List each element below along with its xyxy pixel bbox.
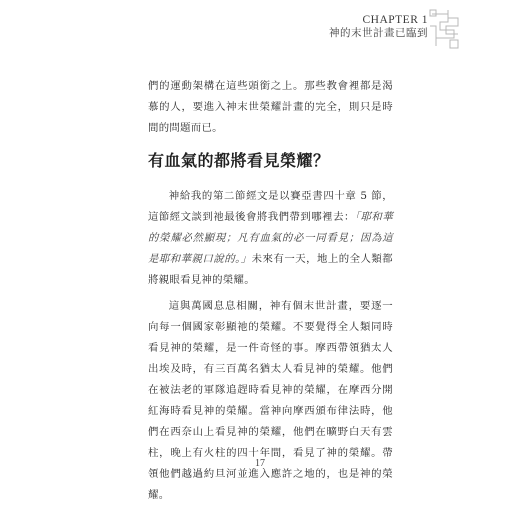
- running-header: [329, 14, 428, 39]
- chapter-title: 神的末世計畫已臨到: [329, 27, 428, 40]
- paragraph-closing-text: 未來有一天，地上的全人類都將親眼看見神的榮耀。: [148, 253, 393, 286]
- paragraph-intro-text: 神給我的第二節經文是以賽亞書四十章 5 節，這節經文談到祂最後會將我們帶到哪裡去：: [148, 190, 393, 223]
- paragraph-scripture: [148, 186, 393, 291]
- section-heading: 有血氣的都將看見榮耀？: [148, 151, 330, 170]
- page-number: 17: [255, 458, 265, 469]
- paragraph-continued: 們的運動架構在這些頭銜之上。那些教會裡都是渴慕的人，要進入神末世榮耀計畫的完全，則只是時間的問題而已。: [148, 80, 393, 134]
- paragraph-nations: 這與萬國息息相關，神有個末世計畫，要逐一向每一個國家彰顯祂的榮耀。不要覺得全人類同時看見神的榮耀，是一件奇怪的事。摩西帶領猶太人出埃及時，有三百萬名猶太人看見神的榮耀。他們在被法老的軍隊追趕時看見神的榮耀，在摩西分開紅海時看見神的榮耀。當神向摩西頒布律法時，他們在西奈山上看見神的榮耀，他們在曠野白天有雲柱，晚上有火柱的四十年間，看見了神的榮耀。帶領他們越過約旦河並進入應許之地的，也是神的榮耀。: [148, 300, 393, 501]
- scripture-quote: 「耶和華的榮耀必然顯現；凡有血氣的必一同看見；因為這是耶和華親口說的。」: [148, 211, 394, 265]
- chapter-ornament-icon: [428, 8, 462, 50]
- chapter-label: CHAPTER 1: [362, 14, 428, 26]
